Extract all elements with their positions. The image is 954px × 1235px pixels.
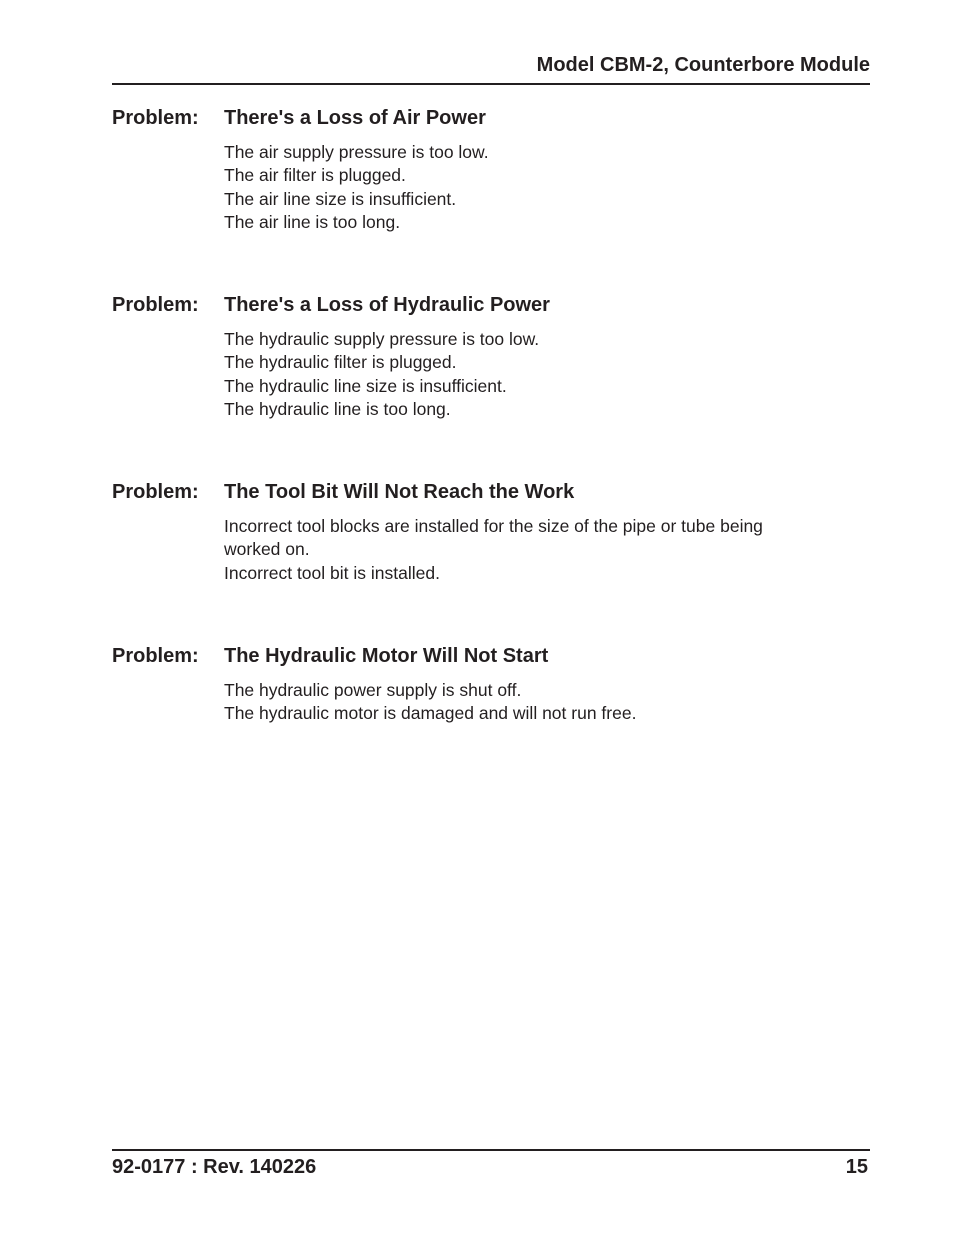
cause-item: Incorrect tool bit is installed.	[224, 562, 440, 583]
cause-list	[224, 679, 824, 726]
cause-item: The air supply pressure is too low.	[224, 142, 489, 162]
problem-label: Problem:	[112, 294, 199, 316]
header-title: Model CBM-2, Counterbore Module	[536, 54, 870, 76]
cause-item: Incorrect tool blocks are installed for the size of the pipe or tube being worked on.	[224, 516, 763, 560]
problem-tool-bit	[112, 479, 870, 583]
problem-label: Problem:	[112, 107, 199, 129]
page-header	[112, 52, 870, 85]
problem-title: There's a Loss of Hydraulic Power	[224, 294, 550, 316]
cause-item: The hydraulic power supply is shut off.	[224, 680, 522, 700]
problem-title: The Hydraulic Motor Will Not Start	[224, 645, 549, 667]
problem-title: The Tool Bit Will Not Reach the Work	[224, 481, 575, 503]
cause-item: The hydraulic motor is damaged and will not run free.	[224, 703, 637, 724]
cause-item: The hydraulic filter is plugged.	[224, 352, 457, 373]
problem-label: Problem:	[112, 645, 199, 667]
cause-item: The air line size is insufficient.	[224, 188, 457, 209]
cause-item: The hydraulic supply pressure is too low.	[224, 329, 540, 349]
cause-list	[224, 328, 824, 422]
problem-heading	[112, 105, 870, 131]
problem-air-power	[112, 105, 870, 233]
problem-label: Problem:	[112, 481, 199, 503]
document-revision: 92-0177 : Rev. 140226	[112, 1156, 317, 1178]
cause-item: The hydraulic line is too long.	[224, 399, 451, 420]
problem-heading	[112, 643, 870, 669]
page-number: 15	[845, 1156, 868, 1178]
cause-item: The air filter is plugged.	[224, 165, 406, 186]
cause-list	[224, 515, 814, 585]
cause-list	[224, 141, 824, 235]
cause-item: The air line is too long.	[224, 212, 401, 233]
problem-heading	[112, 479, 870, 505]
problem-hydraulic-motor	[112, 643, 870, 724]
problem-heading	[112, 292, 870, 318]
cause-item: The hydraulic line size is insufficient.	[224, 375, 507, 396]
page-footer	[112, 1149, 870, 1183]
problem-hydraulic-power	[112, 292, 870, 420]
problem-title: There's a Loss of Air Power	[224, 107, 486, 129]
